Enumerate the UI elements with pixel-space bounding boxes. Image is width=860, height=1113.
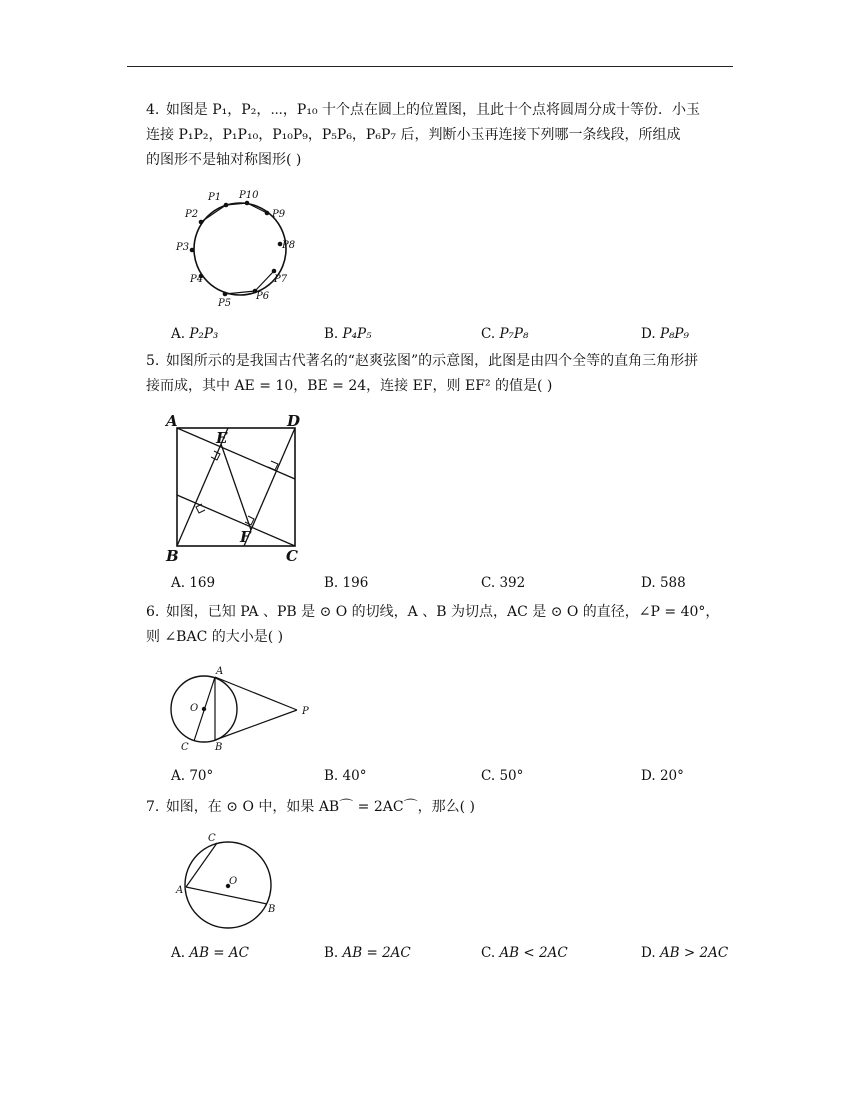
option-a[interactable] <box>171 945 249 961</box>
figure-q7-circle <box>168 832 288 932</box>
label-c: C <box>181 742 189 753</box>
segment-cb <box>177 495 295 546</box>
point-p1 <box>224 203 229 208</box>
question-4-options <box>171 326 741 348</box>
option-d[interactable] <box>641 768 684 784</box>
label-p8: P8 <box>282 240 296 251</box>
label-p7: P7 <box>274 274 288 285</box>
option-letter: A. <box>171 945 186 961</box>
question-number: 4. <box>146 102 160 118</box>
option-b[interactable] <box>324 945 411 961</box>
option-a[interactable] <box>171 575 215 591</box>
label-p9: P9 <box>272 209 286 220</box>
label-p6: P6 <box>256 291 270 302</box>
point-p3 <box>190 248 195 253</box>
answer-paren: ( ) <box>459 799 475 815</box>
label-p4: P4 <box>190 274 204 285</box>
option-value: AB = AC <box>189 945 249 961</box>
option-b[interactable] <box>324 575 368 591</box>
option-c[interactable] <box>481 326 528 342</box>
option-b[interactable] <box>324 326 372 342</box>
question-text: 连接 P₁P₂，P₁P₁₀，P₁₀P₉，P₅P₆，P₆P₇ 后，判断小玉再连接下列哪一条线段，所组成 <box>146 127 681 143</box>
answer-paren: ( ) <box>286 152 302 168</box>
answer-paren: ( ) <box>537 378 553 394</box>
option-value: P₇P₈ <box>499 326 529 342</box>
point-p7 <box>272 269 277 274</box>
option-c[interactable] <box>481 945 568 961</box>
option-value: AB > 2AC <box>659 945 729 961</box>
chord-p10p9 <box>247 203 267 213</box>
label-a: A <box>176 885 184 896</box>
question-5 <box>146 349 736 399</box>
option-value: 40° <box>342 768 367 784</box>
question-7 <box>146 795 736 820</box>
label-p1: P1 <box>208 192 222 203</box>
chord-ab <box>186 887 267 904</box>
label-p3: P3 <box>176 242 190 253</box>
option-letter: D. <box>641 575 656 591</box>
option-d[interactable] <box>641 326 689 342</box>
segment-dc <box>244 428 295 546</box>
center-point <box>202 707 206 711</box>
label-b: B <box>268 904 276 915</box>
option-letter: D. <box>641 326 656 342</box>
option-letter: B. <box>324 945 339 961</box>
question-7-options <box>171 945 741 967</box>
option-value: 70° <box>189 768 214 784</box>
question-text: 接而成，其中 AE = 10，BE = 24，连接 EF，则 EF² 的值是 <box>146 378 538 394</box>
option-value: P₄P₅ <box>342 326 372 342</box>
option-a[interactable] <box>171 326 218 342</box>
question-number: 5. <box>146 353 160 369</box>
label-e: E <box>216 429 228 447</box>
label-b: B <box>215 742 223 753</box>
option-d[interactable] <box>641 575 686 591</box>
question-6-line-1 <box>146 600 736 625</box>
option-value: 588 <box>659 575 686 591</box>
segment-ef <box>221 444 251 530</box>
question-6-options <box>171 768 741 790</box>
option-value: 392 <box>499 575 526 591</box>
label-f: F <box>240 528 251 546</box>
question-4-line-1 <box>146 98 736 123</box>
option-letter: C. <box>481 945 496 961</box>
figure-q5-zhaoshuang <box>160 408 310 568</box>
label-b: B <box>166 547 179 565</box>
label-p2: P2 <box>185 209 199 220</box>
question-number: 7. <box>146 799 160 815</box>
option-value: P₂P₃ <box>189 326 219 342</box>
point-p10 <box>245 201 250 206</box>
tangent-pb <box>215 710 297 740</box>
segment-ad <box>177 428 295 479</box>
question-4-line-2 <box>146 123 736 148</box>
label-d: D <box>287 412 301 430</box>
label-o: O <box>229 876 238 887</box>
question-6 <box>146 600 736 650</box>
option-c[interactable] <box>481 768 523 784</box>
question-4-line-3 <box>146 148 736 173</box>
question-text: 的图形不是轴对称图形 <box>146 152 286 168</box>
option-letter: C. <box>481 326 496 342</box>
option-letter: B. <box>324 575 339 591</box>
label-c: C <box>286 547 298 565</box>
chord-p1p2 <box>201 205 226 222</box>
option-value: AB = 2AC <box>342 945 411 961</box>
question-text: 则 ∠BAC 的大小是 <box>146 629 268 645</box>
option-value: P₈P₉ <box>659 326 689 342</box>
figure-q4-circle <box>168 186 308 316</box>
option-value: 50° <box>499 768 524 784</box>
option-letter: B. <box>324 326 339 342</box>
option-value: 169 <box>189 575 216 591</box>
question-text: 如图，已知 PA 、PB 是 ⊙ O 的切线，A 、B 为切点，AC 是 ⊙ O 的直径，∠P = 40°， <box>165 604 720 620</box>
option-letter: A. <box>171 768 186 784</box>
question-5-line-2 <box>146 374 736 399</box>
question-text: 如图，在 ⊙ O 中，如果 AB⌒ = 2AC⌒，那么 <box>165 799 460 815</box>
question-5-line-1 <box>146 349 736 374</box>
option-letter: C. <box>481 768 496 784</box>
label-o: O <box>190 703 199 714</box>
option-a[interactable] <box>171 768 213 784</box>
label-a: A <box>216 666 224 677</box>
point-p9 <box>265 211 270 216</box>
option-letter: D. <box>641 945 656 961</box>
option-value: AB < 2AC <box>499 945 568 961</box>
option-letter: B. <box>324 768 339 784</box>
option-letter: A. <box>171 326 186 342</box>
option-letter: C. <box>481 575 496 591</box>
question-4 <box>146 98 736 173</box>
tangent-pa <box>215 677 297 710</box>
label-p: P <box>302 706 309 717</box>
header-rule <box>127 66 733 67</box>
question-6-line-2 <box>146 625 736 650</box>
point-p5 <box>223 292 228 297</box>
answer-paren: ( ) <box>267 629 284 645</box>
option-b[interactable] <box>324 768 366 784</box>
question-5-options <box>171 575 741 597</box>
question-7-line-1 <box>146 795 736 820</box>
option-value: 196 <box>342 575 369 591</box>
label-c: C <box>208 833 216 844</box>
question-number: 6. <box>146 604 160 620</box>
label-a: A <box>166 412 178 430</box>
question-text: 如图是 P₁，P₂，⋯，P₁₀ 十个点在圆上的位置图，且此十个点将圆周分成十等份．小玉 <box>165 102 701 118</box>
option-d[interactable] <box>641 945 728 961</box>
figure-q6-tangents <box>165 660 325 760</box>
option-c[interactable] <box>481 575 525 591</box>
label-p5: P5 <box>218 298 232 309</box>
option-value: 20° <box>659 768 684 784</box>
option-letter: D. <box>641 768 656 784</box>
question-text: 如图所示的是我国古代著名的“赵爽弦图”的示意图，此图是由四个全等的直角三角形拼 <box>165 353 699 369</box>
label-p10: P10 <box>239 190 259 201</box>
point-p2 <box>199 220 204 225</box>
option-letter: A. <box>171 575 186 591</box>
